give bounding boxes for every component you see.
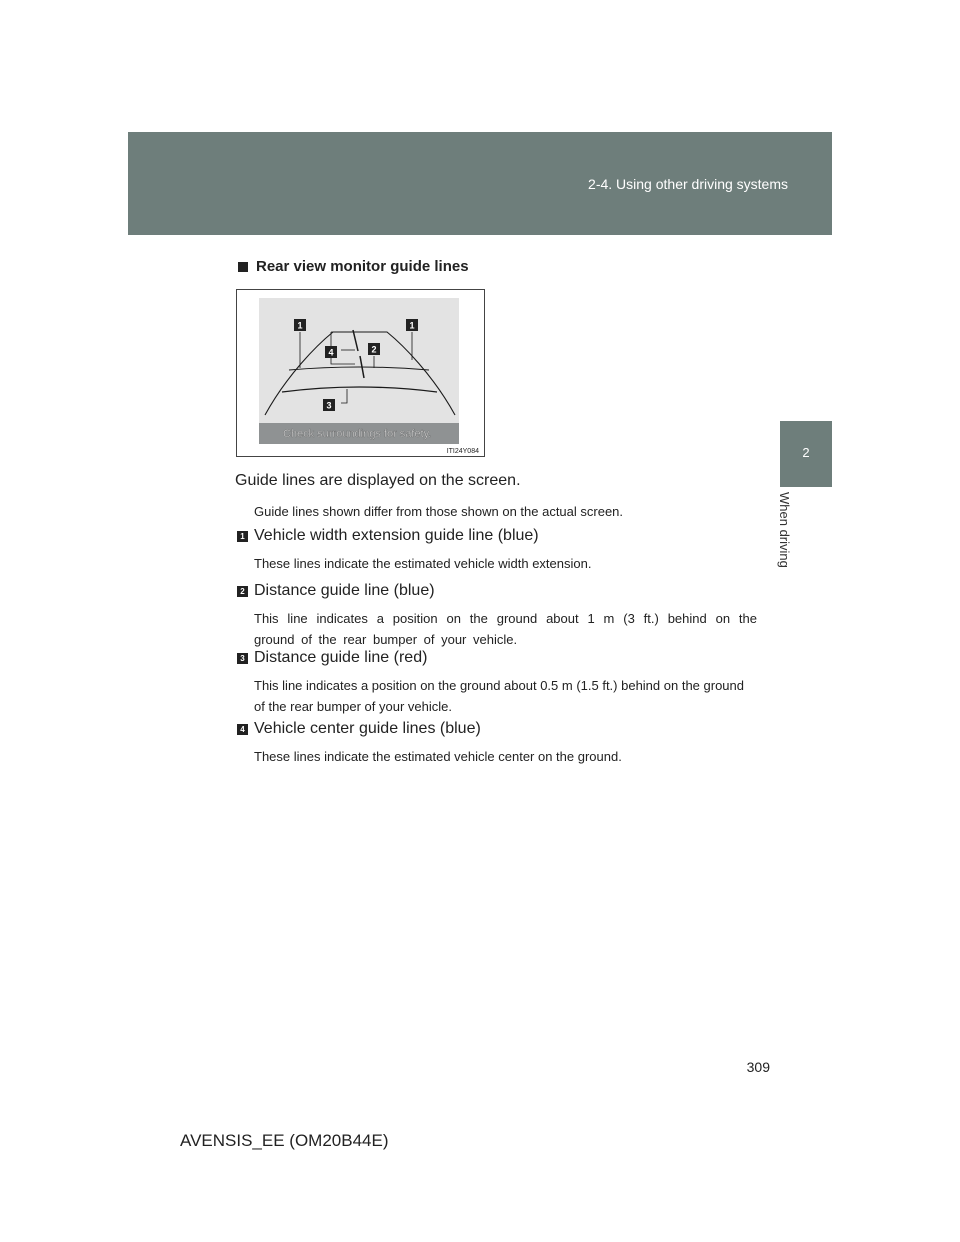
callout-2: 2 [371, 344, 377, 355]
item-heading [237, 582, 757, 600]
callout-3: 3 [326, 400, 332, 411]
item-description: This line indicates a position on the ground about 1 m (3 ft.) behind on the ground of the rear bumper of your vehicle. [254, 611, 757, 647]
header-band [128, 132, 832, 235]
item-title: Distance guide line (red) [254, 649, 428, 666]
guide-lines-figure [236, 289, 485, 457]
chapter-number: 2 [802, 445, 810, 460]
intro-text: Guide lines are displayed on the screen. [235, 472, 521, 489]
item-number-badge: 1 [237, 531, 248, 542]
item-number-badge: 4 [237, 724, 248, 735]
list-item [237, 527, 757, 574]
item-heading [237, 720, 757, 738]
item-number-badge: 3 [237, 653, 248, 664]
item-heading [237, 649, 757, 667]
note-text: Guide lines shown differ from those shown on the actual screen. [254, 504, 624, 519]
callout-1-left: 1 [297, 320, 303, 331]
square-bullet-icon [238, 262, 248, 272]
section-title: 2-4. Using other driving systems [588, 176, 788, 192]
rear-monitor-illustration [237, 290, 484, 456]
item-description: These lines indicate the estimated vehicle center on the ground. [254, 749, 622, 764]
overlay-message: Check surroundings for safety. [283, 428, 432, 440]
chapter-tab [780, 421, 832, 487]
item-number-badge: 2 [237, 586, 248, 597]
item-description: This line indicates a position on the ground about 0.5 m (1.5 ft.) behind on the ground of the rear bumper of your vehicle. [254, 678, 744, 714]
page-number: 309 [746, 1059, 770, 1075]
callout-4: 4 [328, 347, 334, 358]
item-heading [237, 527, 757, 545]
list-item [237, 649, 757, 717]
figure-code: ITI24Y084 [446, 448, 479, 455]
item-title: Distance guide line (blue) [254, 582, 435, 599]
subheading-text: Rear view monitor guide lines [256, 258, 469, 275]
list-item [237, 720, 757, 767]
section-subheading [238, 258, 469, 275]
callout-1-right: 1 [409, 320, 415, 331]
list-item [237, 582, 757, 650]
item-description: These lines indicate the estimated vehicle width extension. [254, 556, 592, 571]
monitor-screen [259, 298, 459, 444]
chapter-label: When driving [777, 492, 792, 568]
document-id: AVENSIS_EE (OM20B44E) [180, 1131, 389, 1150]
chapter-label-wrap [777, 492, 810, 587]
item-title: Vehicle center guide lines (blue) [254, 720, 481, 737]
item-title: Vehicle width extension guide line (blue) [254, 527, 539, 544]
